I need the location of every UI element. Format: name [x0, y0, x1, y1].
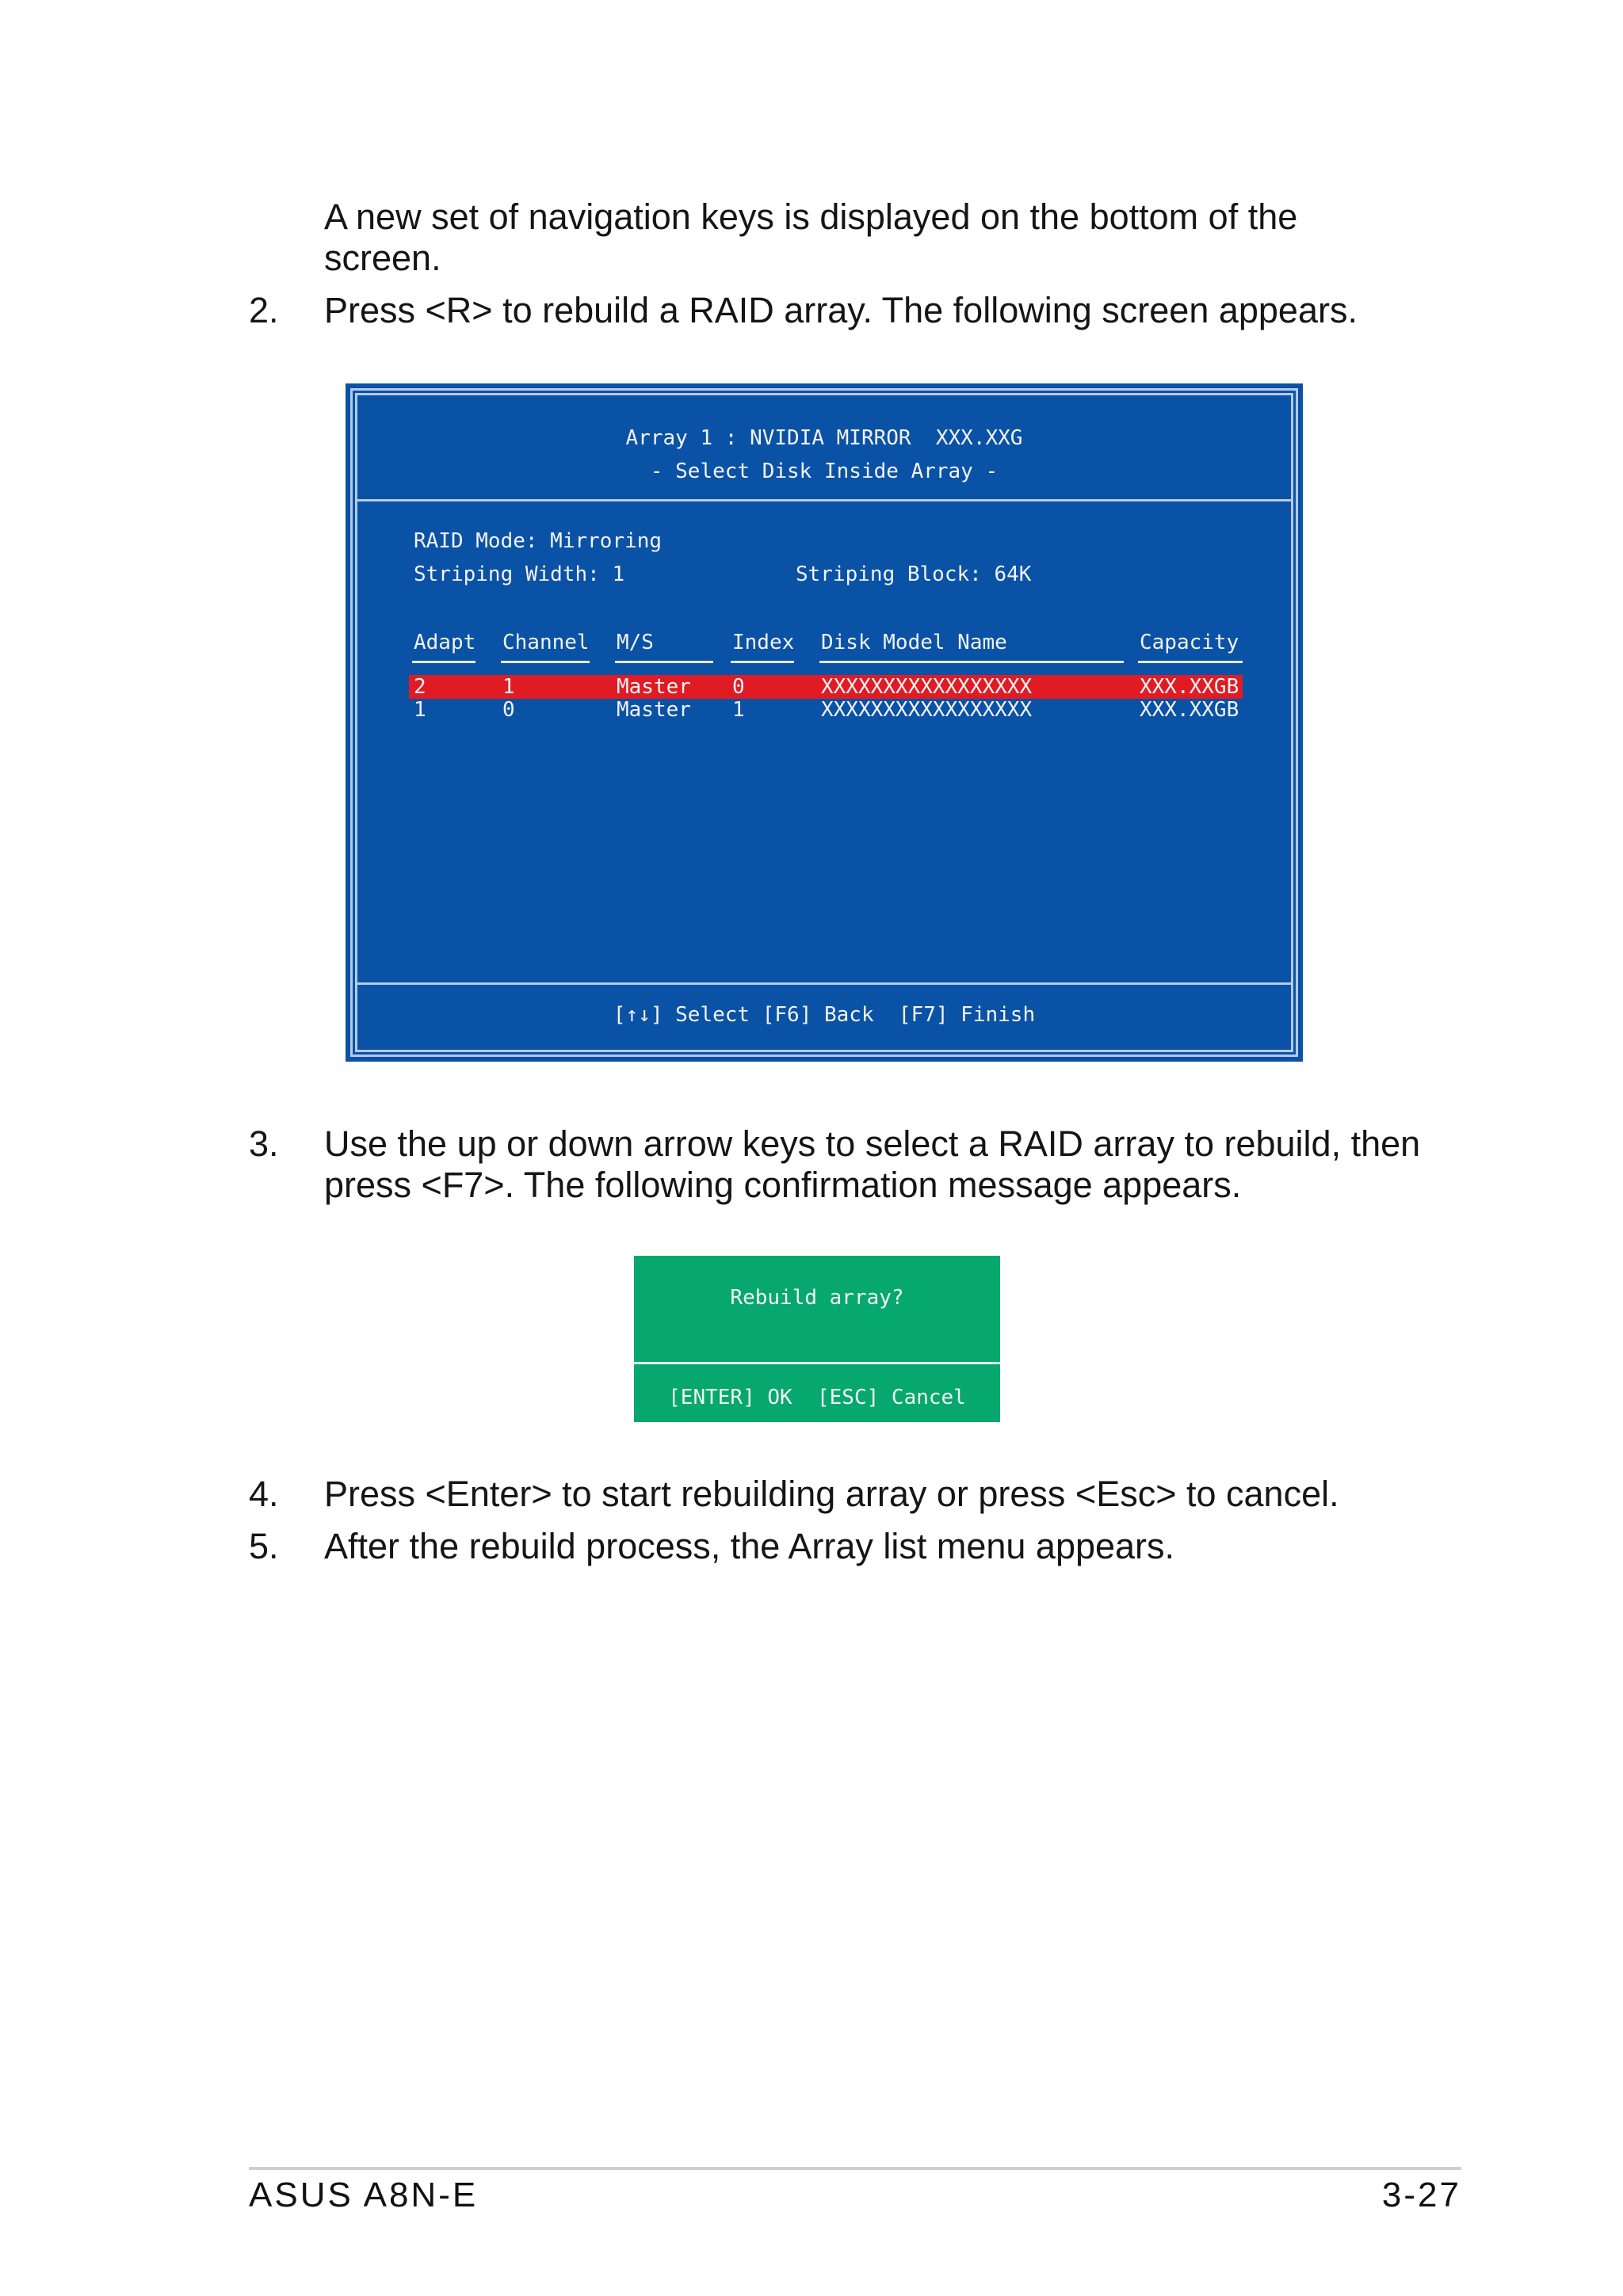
- col-header-model: Disk Model Name: [821, 631, 1007, 654]
- cell-model: XXXXXXXXXXXXXXXXX: [821, 698, 1033, 722]
- step-4-number: 4.: [249, 1474, 279, 1514]
- bios-array-title: Array 1 : NVIDIA MIRROR XXX.XXG: [625, 426, 1023, 450]
- step-2-number: 2.: [249, 290, 279, 330]
- bios-inner-frame: [355, 393, 1293, 1052]
- col-underline-model: [819, 661, 1124, 663]
- col-header-adapt: Adapt: [414, 631, 476, 654]
- col-underline-channel: [501, 661, 590, 663]
- col-header-ms: M/S: [617, 631, 654, 654]
- cell-adapt: 1: [414, 698, 426, 722]
- cell-adapt: 2: [414, 675, 426, 699]
- step-4-text: Press <Enter> to start rebuilding array or press <Esc> to cancel.: [324, 1474, 1339, 1514]
- col-underline-capacity: [1138, 661, 1243, 663]
- step-3-text-line-1: Use the up or down arrow keys to select a RAID array to rebuild, then: [324, 1123, 1421, 1164]
- cell-capacity: XXX.XXGB: [1140, 675, 1239, 699]
- dialog-divider: [634, 1362, 1000, 1364]
- step-5-number: 5.: [249, 1526, 279, 1566]
- step-5-text: After the rebuild process, the Array list menu appears.: [324, 1526, 1175, 1566]
- cell-model: XXXXXXXXXXXXXXXXX: [821, 675, 1033, 699]
- cell-index: 1: [732, 698, 745, 722]
- bios-header-divider: [355, 499, 1293, 502]
- col-header-channel: Channel: [502, 631, 590, 654]
- col-header-index: Index: [732, 631, 795, 654]
- dialog-keys: [ENTER] OK [ESC] Cancel: [668, 1386, 966, 1409]
- step-2-text: Press <R> to rebuild a RAID array. The following screen appears.: [324, 290, 1358, 330]
- bios-nav-keys: [↑↓] Select [F6] Back [F7] Finish: [613, 1003, 1036, 1027]
- col-header-capacity: Capacity: [1140, 631, 1239, 654]
- raid-mode: RAID Mode: Mirroring: [414, 529, 663, 553]
- bios-select-disk-screen: [346, 383, 1303, 1062]
- step-3-text-line-2: press <F7>. The following confirmation message appears.: [324, 1165, 1242, 1205]
- striping-block: Striping Block: 64K: [796, 563, 1032, 586]
- rebuild-confirm-dialog: [634, 1256, 1000, 1422]
- intro-line-1: A new set of navigation keys is displayed on the bottom of the: [324, 196, 1298, 237]
- intro-line-2: screen.: [324, 238, 441, 278]
- col-underline-ms: [615, 661, 713, 663]
- footer-page-number: 3-27: [1381, 2176, 1461, 2214]
- step-3-number: 3.: [249, 1123, 279, 1164]
- col-underline-adapt: [412, 661, 475, 663]
- footer-rule: [249, 2167, 1461, 2170]
- footer-model: ASUS A8N-E: [249, 2176, 479, 2214]
- cell-capacity: XXX.XXGB: [1140, 698, 1239, 722]
- striping-width: Striping Width: 1: [414, 563, 625, 586]
- cell-index: 0: [732, 675, 745, 699]
- cell-ms: Master: [617, 698, 691, 722]
- bios-subtitle: - Select Disk Inside Array -: [650, 460, 999, 483]
- bios-footer-divider: [355, 982, 1293, 985]
- cell-ms: Master: [617, 675, 691, 699]
- cell-channel: 1: [502, 675, 515, 699]
- cell-channel: 0: [502, 698, 515, 722]
- col-underline-index: [731, 661, 794, 663]
- dialog-message: Rebuild array?: [730, 1286, 904, 1310]
